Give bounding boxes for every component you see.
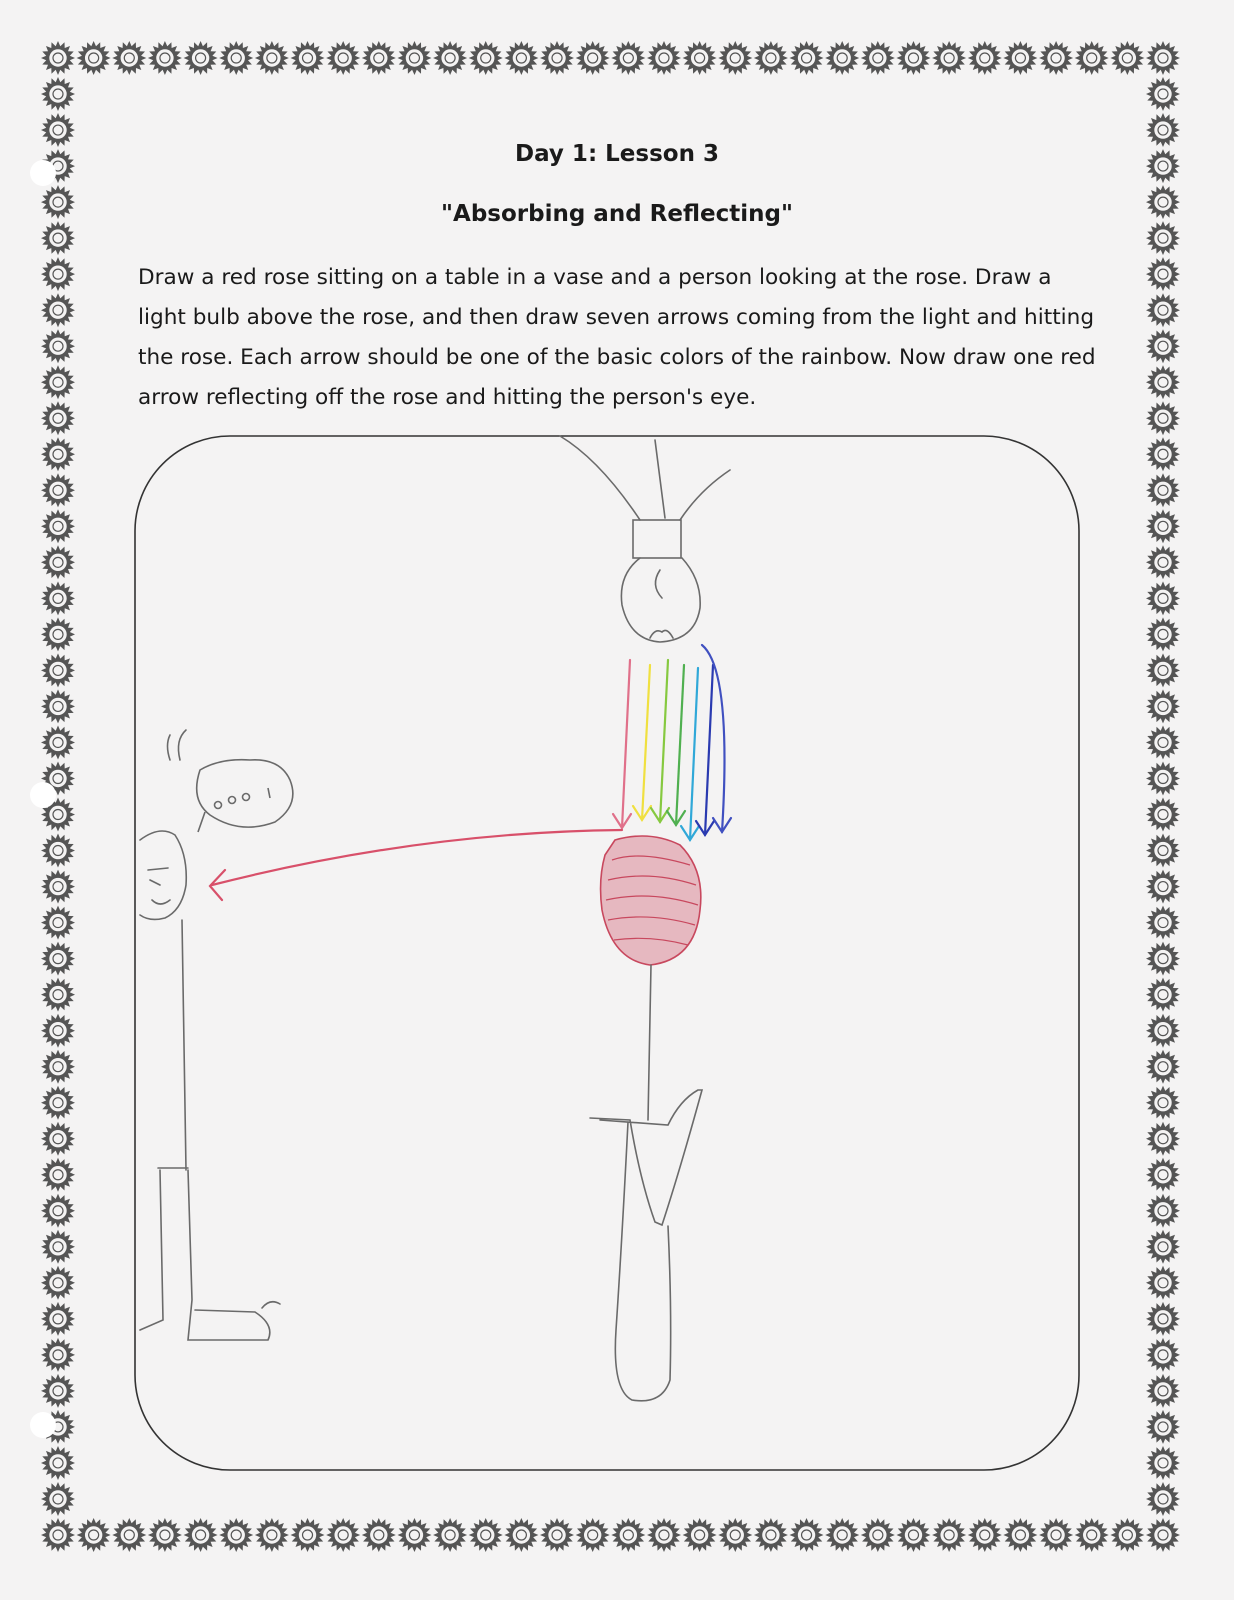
thought-bubble: [197, 760, 293, 832]
rainbow-arrow: [642, 665, 650, 820]
drawing-frame: [135, 436, 1079, 1470]
instructions-text: Draw a red rose sitting on a table in a vase and a person looking at the rose. Draw a light bulb above the rose, and then draw seven arrows coming from the light and hitting the rose. Each arrow should be one of the basic colors of the rainbow. Now draw one red arrow reflecting off the rose and hitting the person's eye.: [138, 265, 1096, 410]
rainbow-arrow: [690, 668, 698, 840]
rose-stem-and-vase: [590, 965, 702, 1401]
light-bulb: [560, 436, 730, 642]
rainbow-arrow: [660, 660, 668, 822]
rainbow-arrow: [705, 665, 713, 835]
rainbow-arrow: [676, 665, 684, 825]
reflected-red-arrow: [210, 830, 622, 900]
rainbow-arrow: [622, 660, 630, 828]
lesson-subtitle: "Absorbing and Reflecting": [441, 201, 793, 227]
lesson-title: Day 1: Lesson 3: [515, 141, 719, 167]
rainbow-arrows: [613, 645, 731, 840]
rose: [601, 836, 701, 965]
person: [140, 730, 280, 1340]
